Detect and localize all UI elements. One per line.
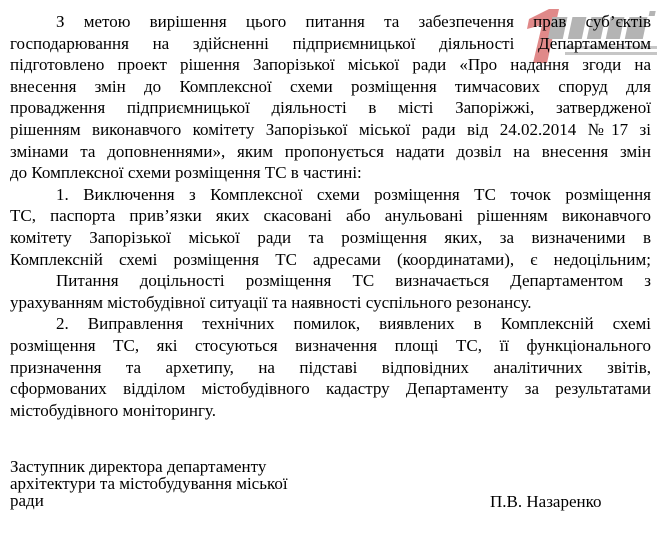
paragraph-line: підготовлено проект рішення Запорізької міської ради «Про надання згоди на — [10, 55, 651, 75]
paragraph-line: змінами та доповненнями», яким пропонується надати дозвіл на внесення змін — [10, 141, 651, 161]
paragraph-line: Комплексній схемі розміщення ТС адресами (координатами), є недоцільним; — [10, 249, 651, 269]
signature-block — [10, 458, 651, 509]
signatory-name: П.В. Назаренко — [490, 492, 602, 511]
document-body — [10, 11, 651, 421]
paragraph-line: комітету Запорізької міської ради та розміщення яких, за визначеними в — [10, 227, 651, 247]
paragraph-line: Питання доцільності розміщення ТС визначається Департаментом з — [56, 271, 651, 291]
paragraph-line: до Комплексної схеми розміщення ТС в частині: — [10, 163, 362, 183]
paragraph-line: господарювання на здійсненні підприємницької діяльності Департаментом — [10, 33, 651, 53]
paragraph-line: розміщення ТС, які стосуються визначення площі ТС, її функціонального — [10, 335, 651, 355]
paragraph-line: провадження підприємницької діяльності в місті Запоріжжі, затвердженої — [10, 98, 651, 118]
signatory-position: Заступник директора департаменту — [10, 457, 267, 476]
paragraph-line: сформованих відділом містобудівного кадастру Департаменту за результатами — [10, 379, 651, 399]
paragraph-line: призначення та архетипу, на підставі відповідних аналітичних звітів, — [10, 357, 651, 377]
paragraph-line: внесення змін до Комплексної схеми розміщення тимчасових споруд для — [10, 76, 651, 96]
paragraph-line: З метою вирішення цього питання та забезпечення прав суб’єктів — [56, 12, 651, 31]
paragraph-line: рішенням виконавчого комітету Запорізької міської ради від 24.02.2014 №17 зі — [10, 119, 651, 139]
paragraph-line: ТС, паспорта прив’язки яких скасовані або анульовані рішенням виконавчого — [10, 206, 651, 226]
signatory-position: ради — [10, 491, 44, 510]
paragraph-line: 1. Виключення з Комплексної схеми розміщення ТС точок розміщення — [56, 184, 651, 204]
signatory-position: архітектури та містобудування міської — [10, 474, 288, 493]
paragraph-line: 2. Виправлення технічних помилок, виявлених в Комплексній схемі — [56, 314, 651, 334]
paragraph-line: містобудівного моніторингу. — [10, 400, 216, 420]
paragraph-line: урахуванням містобудівної ситуації та наявності суспільного резонансу. — [10, 292, 532, 312]
